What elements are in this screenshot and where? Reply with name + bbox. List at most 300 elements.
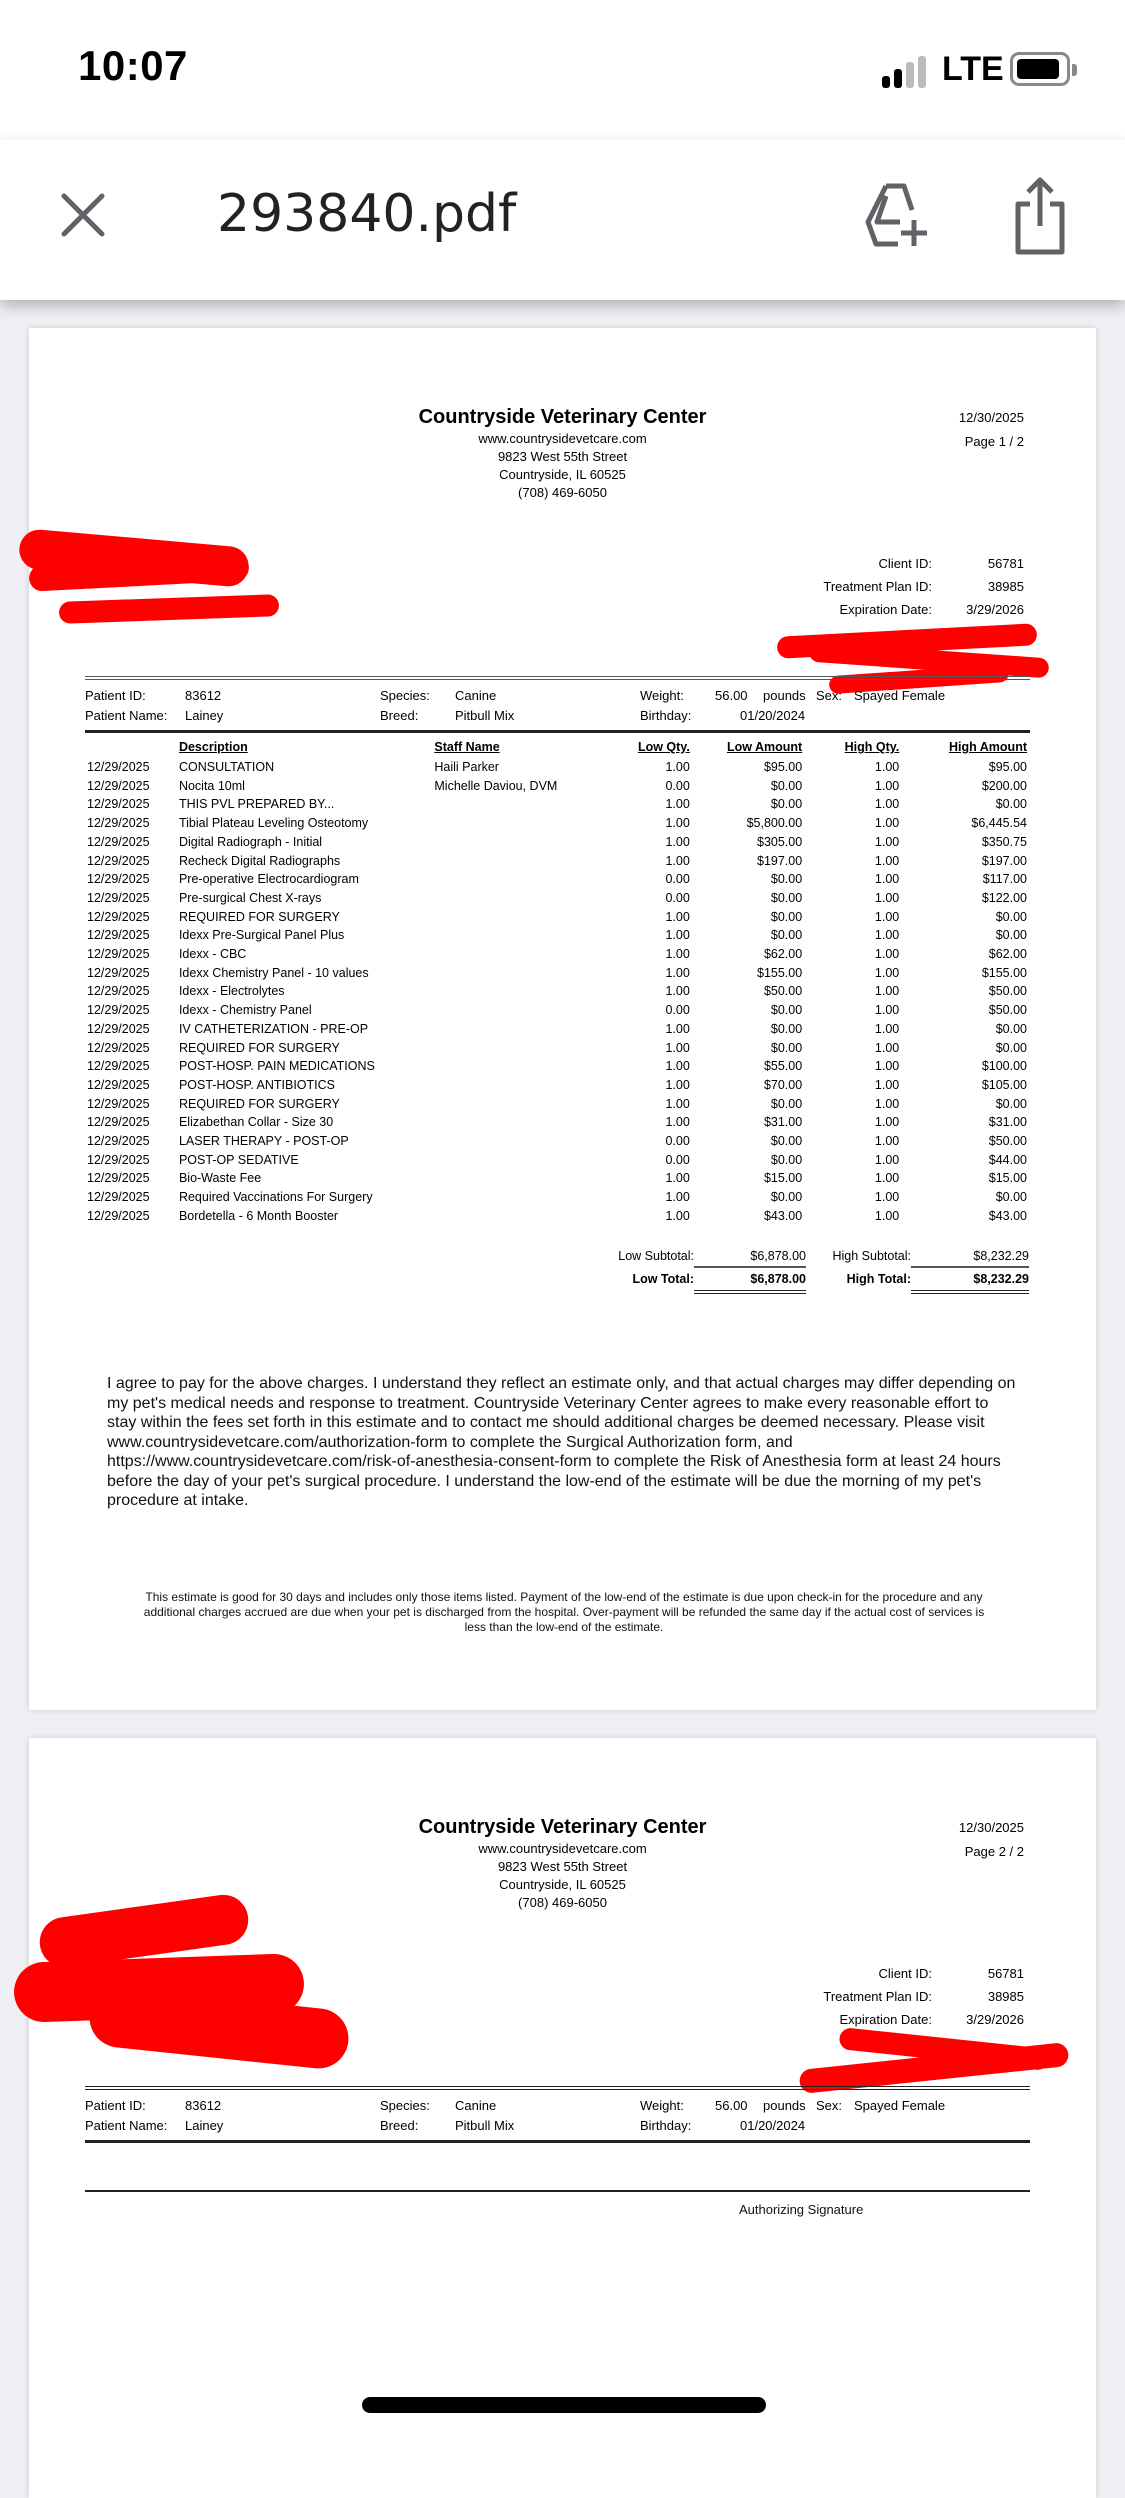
high-subtotal-label: High Subtotal:: [832, 1249, 911, 1263]
clinic-header: [29, 1814, 1096, 1912]
cell-high-amount: $0.00: [995, 1021, 1027, 1036]
clinic-name: Countryside Veterinary Center: [418, 406, 707, 428]
cell-high-qty: 1.00: [874, 1190, 900, 1205]
cell-high-amount: $0.00: [995, 1190, 1027, 1205]
low-subtotal-label: Low Subtotal:: [618, 1249, 694, 1263]
cell-staff: [434, 1169, 608, 1188]
cell-low-qty: 1.00: [665, 816, 690, 831]
client-id-label: Client ID:: [878, 1966, 932, 1981]
cell-date: 12/29/2025: [87, 778, 150, 793]
add-to-drive-button[interactable]: [860, 180, 932, 252]
estimate-fine-print: This estimate is good for 30 days and includes only those items listed. Payment of the low-end of the estimate is due upon check-in for the procedure and any additional charges accrued are due when your pet is discharged from the hospital. Over-payment will be refunded the same day if the actual cost of services is less than the low-end of the estimate.: [143, 1590, 985, 1634]
cell-staff: [434, 1057, 608, 1076]
page-info: [959, 1816, 1024, 1864]
cell-date: 12/29/2025: [87, 760, 150, 774]
cell-staff: [434, 1020, 608, 1039]
col-description: Description: [178, 740, 248, 754]
cell-low-qty: 1.00: [665, 834, 690, 849]
cell-staff: [434, 1039, 608, 1058]
cell-low-amount: $0.00: [770, 1190, 803, 1205]
redaction-mark: [87, 1985, 352, 2072]
cell-date: 12/29/2025: [87, 984, 150, 999]
close-button[interactable]: [58, 190, 108, 240]
expiration-label: Expiration Date:: [839, 602, 932, 617]
cell-low-amount: $0.00: [770, 1134, 803, 1149]
clock: 10:07: [78, 42, 188, 89]
cell-low-qty: 0.00: [665, 778, 690, 793]
cell-date: 12/29/2025: [87, 947, 150, 962]
cell-description: IV CATHETERIZATION - PRE-OP: [178, 1021, 369, 1036]
table-row: [87, 1057, 1027, 1076]
agreement-text: I agree to pay for the above charges. I understand they reflect an estimate only, and that actual charges may differ depending on my pet's medical needs and response to treatment. Countryside Veterinary Center agrees to make every reasonable effort to stay within the fees set forth in this estimate and to contact me should additional charges be deemed necessary. Please visit www.countrysidevetcare.com/authorization-form to complete the Surgical Authorization form, and https://www.countrysidevetcare.com/risk-of-anesthesia-consent-form to complete the Risk of Anesthesia form at least 24 hours before the day of your pet's surgical procedure. I understand the low-end of the estimate will be due the morning of my pet's procedure at intake.: [107, 1375, 1016, 1509]
cell-description: Pre-surgical Chest X-rays: [178, 890, 322, 905]
cell-high-qty: 1.00: [874, 1152, 900, 1167]
cell-low-qty: 1.00: [665, 965, 690, 980]
table-row: [87, 852, 1027, 871]
cell-high-qty: 1.00: [874, 1096, 900, 1111]
cell-description: Idexx - CBC: [178, 947, 247, 962]
clinic-city: Countryside, IL 60525: [499, 467, 626, 482]
cell-low-qty: 1.00: [665, 984, 690, 999]
signature-label: Authorizing Signature: [739, 2202, 864, 2217]
cell-description: Nocita 10ml: [178, 778, 245, 793]
cell-staff: [434, 889, 608, 908]
status-bar: [0, 0, 1125, 140]
cell-low-amount: $50.00: [763, 984, 803, 999]
cell-high-amount: $50.00: [988, 1134, 1027, 1149]
table-row: [87, 908, 1027, 927]
cell-description: Pre-operative Electrocardiogram: [178, 872, 359, 887]
cell-high-qty: 1.00: [874, 1115, 900, 1130]
table-row: [87, 1113, 1027, 1132]
cell-description: Tibial Plateau Leveling Osteotomy: [178, 816, 369, 831]
cell-description: POST-HOSP. ANTIBIOTICS: [178, 1077, 336, 1092]
cell-high-qty: 1.00: [874, 872, 900, 887]
weight-unit: pounds: [763, 2098, 806, 2113]
cell-high-amount: $197.00: [981, 853, 1027, 868]
table-row: [87, 1001, 1027, 1020]
cell-date: 12/29/2025: [87, 1208, 150, 1223]
cell-high-qty: 1.00: [874, 1077, 900, 1092]
cell-date: 12/29/2025: [87, 1021, 150, 1036]
table-row: [87, 1151, 1027, 1170]
cell-low-qty: 1.00: [665, 1021, 690, 1036]
high-total-label: High Total:: [846, 1272, 911, 1286]
cell-low-amount: $15.00: [763, 1171, 803, 1186]
print-date: 12/30/2025: [958, 410, 1024, 425]
cell-low-qty: 0.00: [665, 1152, 690, 1167]
cell-high-amount: $100.00: [981, 1059, 1027, 1074]
weight-label: Weight:: [640, 688, 684, 703]
species: Canine: [455, 688, 497, 703]
patient-name-label: Patient Name:: [85, 2118, 168, 2133]
cell-staff: [434, 833, 608, 852]
share-icon: [1012, 176, 1068, 256]
cell-high-amount: $200.00: [981, 778, 1027, 793]
cell-high-qty: 1.00: [874, 1059, 900, 1074]
sex-label: Sex:: [816, 2098, 843, 2113]
cell-low-qty: 1.00: [665, 909, 690, 924]
cell-description: Elizabethan Collar - Size 30: [178, 1115, 334, 1130]
clinic-city: Countryside, IL 60525: [499, 1877, 626, 1892]
cell-staff: [434, 1001, 608, 1020]
table-row: [87, 758, 1027, 777]
table-row: [87, 833, 1027, 852]
cell-low-qty: 1.00: [665, 947, 690, 962]
cell-staff: [434, 870, 608, 889]
signal-strength-icon: [882, 56, 932, 88]
low-subtotal: $6,878.00: [694, 1246, 806, 1268]
breed-label: Breed:: [380, 2118, 419, 2133]
cell-staff: [434, 1188, 608, 1207]
table-row: [87, 1039, 1027, 1058]
cell-staff: [434, 1095, 608, 1114]
cell-high-qty: 1.00: [874, 984, 900, 999]
cell-date: 12/29/2025: [87, 1059, 150, 1074]
cell-low-qty: 1.00: [665, 1040, 690, 1055]
plan-id-label: Treatment Plan ID:: [823, 1989, 932, 2004]
cell-description: Recheck Digital Radiographs: [178, 853, 341, 868]
cell-description: Bordetella - 6 Month Booster: [178, 1208, 339, 1223]
cell-description: Idexx Chemistry Panel - 10 values: [178, 965, 369, 980]
cell-date: 12/29/2025: [87, 1077, 150, 1092]
patient-id-label: Patient ID:: [85, 2098, 146, 2113]
cell-low-qty: 1.00: [665, 928, 690, 943]
cell-date: 12/29/2025: [87, 1171, 150, 1186]
cell-date: 12/29/2025: [87, 1134, 150, 1149]
cell-high-amount: $62.00: [988, 947, 1027, 962]
cell-staff: Haili Parker: [434, 760, 499, 774]
cell-low-amount: $0.00: [770, 1021, 803, 1036]
high-total: $8,232.29: [911, 1268, 1029, 1294]
cell-high-amount: $0.00: [995, 797, 1027, 812]
col-high-qty: High Qty.: [844, 740, 900, 754]
table-row: [87, 964, 1027, 983]
cell-low-qty: 1.00: [665, 1096, 690, 1111]
cell-staff: [434, 964, 608, 983]
expiration-date: 3/29/2026: [966, 2012, 1024, 2027]
cell-low-qty: 1.00: [665, 853, 690, 868]
plan-id-label: Treatment Plan ID:: [823, 579, 932, 594]
cell-high-amount: $44.00: [988, 1152, 1027, 1167]
add-to-drive-icon: [860, 180, 932, 252]
cell-low-amount: $43.00: [763, 1208, 803, 1223]
cell-high-amount: $43.00: [988, 1208, 1027, 1223]
cell-low-amount: $0.00: [770, 909, 803, 924]
cell-high-qty: 1.00: [874, 1134, 900, 1149]
cell-description: REQUIRED FOR SURGERY: [178, 909, 340, 924]
cell-staff: Michelle Daviou, DVM: [434, 778, 558, 793]
clinic-website: www.countrysidevetcare.com: [478, 1841, 647, 1856]
cell-staff: [434, 1132, 608, 1151]
cell-staff: [434, 908, 608, 927]
patient-id: 83612: [185, 688, 222, 703]
client-id: 56781: [987, 1966, 1024, 1981]
viewer-toolbar: [0, 140, 1125, 300]
cell-low-qty: 1.00: [665, 760, 690, 774]
pdf-page-1: [29, 328, 1096, 1710]
cell-high-qty: 1.00: [874, 1021, 900, 1036]
low-total: $6,878.00: [694, 1268, 806, 1294]
cell-low-amount: $0.00: [770, 1003, 803, 1018]
cell-staff: [434, 814, 608, 833]
table-row: [87, 814, 1027, 833]
cell-staff: [434, 852, 608, 871]
cell-low-amount: $31.00: [763, 1115, 803, 1130]
cell-description: REQUIRED FOR SURGERY: [178, 1096, 340, 1111]
cell-high-amount: $15.00: [988, 1171, 1027, 1186]
cell-high-amount: $31.00: [988, 1115, 1027, 1130]
cell-date: 12/29/2025: [87, 1096, 150, 1111]
cell-staff: [434, 945, 608, 964]
cell-low-qty: 1.00: [665, 1077, 690, 1092]
cell-high-qty: 1.00: [874, 947, 900, 962]
cell-date: 12/29/2025: [87, 1040, 150, 1055]
cell-description: Idexx Pre-Surgical Panel Plus: [178, 928, 345, 943]
close-icon: [58, 190, 108, 240]
client-info: [823, 552, 1024, 621]
cell-low-amount: $70.00: [763, 1077, 803, 1092]
cell-high-amount: $6,445.54: [971, 816, 1027, 831]
cell-description: Idexx - Electrolytes: [178, 984, 285, 999]
cell-low-amount: $55.00: [763, 1059, 803, 1074]
birthday-label: Birthday:: [640, 2118, 692, 2133]
patient-id-label: Patient ID:: [85, 688, 146, 703]
cell-low-qty: 1.00: [665, 1171, 690, 1186]
estimate-table: [87, 740, 1027, 1226]
cell-low-amount: $0.00: [770, 1040, 803, 1055]
breed: Pitbull Mix: [455, 2118, 515, 2133]
table-header: [87, 740, 1027, 758]
cell-high-amount: $0.00: [995, 909, 1027, 924]
sex: Spayed Female: [854, 688, 946, 703]
cell-staff: [434, 795, 608, 814]
patient-info: [85, 676, 1030, 733]
cell-description: Digital Radiograph - Initial: [178, 834, 323, 849]
client-id: 56781: [987, 556, 1024, 571]
cell-low-qty: 1.00: [665, 1059, 690, 1074]
expiration-label: Expiration Date:: [839, 2012, 932, 2027]
species: Canine: [455, 2098, 497, 2113]
cell-date: 12/29/2025: [87, 1190, 150, 1205]
cell-high-qty: 1.00: [874, 928, 900, 943]
cell-date: 12/29/2025: [87, 797, 150, 812]
table-row: [87, 1188, 1027, 1207]
cell-low-amount: $0.00: [770, 928, 803, 943]
cell-staff: [434, 1076, 608, 1095]
cell-high-qty: 1.00: [874, 965, 900, 980]
weight: 56.00: [715, 688, 748, 703]
network-type: LTE: [942, 50, 1004, 88]
cell-high-qty: 1.00: [874, 834, 900, 849]
cell-high-qty: 1.00: [874, 1208, 900, 1223]
weight-label: Weight:: [640, 2098, 684, 2113]
client-info: [823, 1962, 1024, 2031]
cell-high-amount: $155.00: [981, 965, 1027, 980]
cell-low-amount: $62.00: [763, 947, 803, 962]
cell-staff: [434, 1207, 608, 1226]
table-row: [87, 1076, 1027, 1095]
clinic-phone: (708) 469-6050: [518, 485, 607, 500]
cell-description: LASER THERAPY - POST-OP: [178, 1134, 349, 1149]
birthday: 01/20/2024: [740, 708, 806, 723]
share-button[interactable]: [1012, 176, 1068, 256]
page-number: Page 1 / 2: [964, 434, 1024, 449]
patient-name-label: Patient Name:: [85, 708, 168, 723]
plan-id: 38985: [987, 579, 1024, 594]
client-id-label: Client ID:: [878, 556, 932, 571]
cell-high-qty: 1.00: [874, 909, 900, 924]
table-row: [87, 1020, 1027, 1039]
clinic-phone: (708) 469-6050: [518, 1895, 607, 1910]
col-low-amount: Low Amount: [726, 740, 803, 754]
cell-high-qty: 1.00: [874, 1040, 900, 1055]
col-staff: Staff Name: [434, 740, 500, 754]
plan-id: 38985: [987, 1989, 1024, 2004]
cell-date: 12/29/2025: [87, 928, 150, 943]
cell-date: 12/29/2025: [87, 853, 150, 868]
pdf-page-2: [29, 1738, 1096, 2498]
cell-high-qty: 1.00: [874, 760, 900, 774]
cell-date: 12/29/2025: [87, 834, 150, 849]
cell-description: THIS PVL PREPARED BY...: [178, 797, 335, 812]
breed-label: Breed:: [380, 708, 419, 723]
cell-high-qty: 1.00: [874, 1003, 900, 1018]
cell-high-amount: $0.00: [995, 928, 1027, 943]
patient-id: 83612: [185, 2098, 222, 2113]
table-row: [87, 777, 1027, 796]
table-row: [87, 1207, 1027, 1226]
cell-high-qty: 1.00: [874, 890, 900, 905]
redaction-mark: [59, 594, 280, 624]
cell-staff: [434, 1113, 608, 1132]
clinic-street: 9823 West 55th Street: [497, 1859, 628, 1874]
table-row: [87, 889, 1027, 908]
cell-high-amount: $95.00: [988, 760, 1027, 774]
cell-description: Idexx - Chemistry Panel: [178, 1003, 312, 1018]
cell-staff: [434, 926, 608, 945]
cell-low-amount: $197.00: [757, 853, 803, 868]
cell-high-amount: $122.00: [981, 890, 1027, 905]
page-number: Page 2 / 2: [964, 1844, 1024, 1859]
col-low-qty: Low Qty.: [637, 740, 690, 754]
cell-low-amount: $155.00: [757, 965, 803, 980]
document-title: 293840.pdf: [217, 184, 517, 244]
cell-high-amount: $50.00: [988, 984, 1027, 999]
cell-low-amount: $0.00: [770, 872, 803, 887]
cell-date: 12/29/2025: [87, 872, 150, 887]
cell-low-qty: 1.00: [665, 1115, 690, 1130]
patient-name: Lainey: [185, 708, 224, 723]
table-row: [87, 1095, 1027, 1114]
birthday-label: Birthday:: [640, 708, 692, 723]
cell-low-amount: $0.00: [770, 797, 803, 812]
low-total-label: Low Total:: [632, 1272, 694, 1286]
weight-unit: pounds: [763, 688, 806, 703]
patient-name: Lainey: [185, 2118, 224, 2133]
table-row: [87, 870, 1027, 889]
print-date: 12/30/2025: [958, 1820, 1024, 1835]
cell-description: CONSULTATION: [178, 760, 275, 774]
cell-description: POST-OP SEDATIVE: [178, 1152, 299, 1167]
table-row: [87, 795, 1027, 814]
birthday: 01/20/2024: [740, 2118, 806, 2133]
cell-low-qty: 1.00: [665, 797, 690, 812]
cell-low-amount: $0.00: [770, 1096, 803, 1111]
cell-low-amount: $0.00: [770, 1152, 803, 1167]
species-label: Species:: [380, 2098, 430, 2113]
clinic-header: [29, 404, 1096, 502]
clinic-street: 9823 West 55th Street: [497, 449, 628, 464]
totals: [609, 1246, 1029, 1294]
cell-low-amount: $95.00: [763, 760, 803, 774]
cell-low-amount: $0.00: [770, 890, 803, 905]
cell-description: REQUIRED FOR SURGERY: [178, 1040, 340, 1055]
clinic-website: www.countrysidevetcare.com: [478, 431, 647, 446]
table-row: [87, 945, 1027, 964]
cell-date: 12/29/2025: [87, 1003, 150, 1018]
patient-info: [85, 2086, 1030, 2143]
cell-description: Required Vaccinations For Surgery: [178, 1190, 373, 1205]
cell-date: 12/29/2025: [87, 965, 150, 980]
cell-low-qty: 1.00: [665, 1190, 690, 1205]
table-row: [87, 1169, 1027, 1188]
cell-low-qty: 0.00: [665, 872, 690, 887]
signature-line: [85, 2190, 1030, 2192]
species-label: Species:: [380, 688, 430, 703]
cell-high-qty: 1.00: [874, 1171, 900, 1186]
cell-low-qty: 1.00: [665, 1208, 690, 1223]
page-info: [959, 406, 1024, 454]
weight: 56.00: [715, 2098, 748, 2113]
cell-low-qty: 0.00: [665, 1003, 690, 1018]
cell-low-amount: $5,800.00: [746, 816, 803, 831]
table-row: [87, 982, 1027, 1001]
expiration-date: 3/29/2026: [966, 602, 1024, 617]
cell-high-amount: $117.00: [982, 872, 1027, 887]
col-high-amount: High Amount: [949, 740, 1027, 754]
breed: Pitbull Mix: [455, 708, 515, 723]
cell-low-qty: 0.00: [665, 1134, 690, 1149]
cell-staff: [434, 1151, 608, 1170]
home-indicator[interactable]: [362, 2397, 766, 2413]
cell-low-amount: $0.00: [770, 778, 803, 793]
sex: Spayed Female: [854, 2098, 946, 2113]
cell-high-qty: 1.00: [874, 816, 900, 831]
cell-date: 12/29/2025: [87, 890, 150, 905]
table-row: [87, 1132, 1027, 1151]
cell-low-amount: $305.00: [757, 834, 803, 849]
cell-date: 12/29/2025: [87, 1152, 150, 1167]
cell-high-amount: $50.00: [988, 1003, 1027, 1018]
cell-high-amount: $0.00: [995, 1096, 1027, 1111]
cell-high-amount: $350.75: [981, 834, 1027, 849]
battery-icon: [1010, 52, 1070, 86]
cell-high-qty: 1.00: [874, 853, 900, 868]
cell-staff: [434, 982, 608, 1001]
cell-date: 12/29/2025: [87, 909, 150, 924]
cell-high-amount: $0.00: [995, 1040, 1027, 1055]
cell-description: Bio-Waste Fee: [178, 1171, 262, 1186]
cell-description: POST-HOSP. PAIN MEDICATIONS: [178, 1059, 375, 1074]
cell-high-qty: 1.00: [874, 797, 900, 812]
cell-low-qty: 0.00: [665, 890, 690, 905]
cell-date: 12/29/2025: [87, 1115, 150, 1130]
cell-high-amount: $105.00: [981, 1077, 1027, 1092]
cell-date: 12/29/2025: [87, 816, 150, 831]
clinic-name: Countryside Veterinary Center: [418, 1816, 707, 1838]
cell-high-qty: 1.00: [874, 778, 900, 793]
